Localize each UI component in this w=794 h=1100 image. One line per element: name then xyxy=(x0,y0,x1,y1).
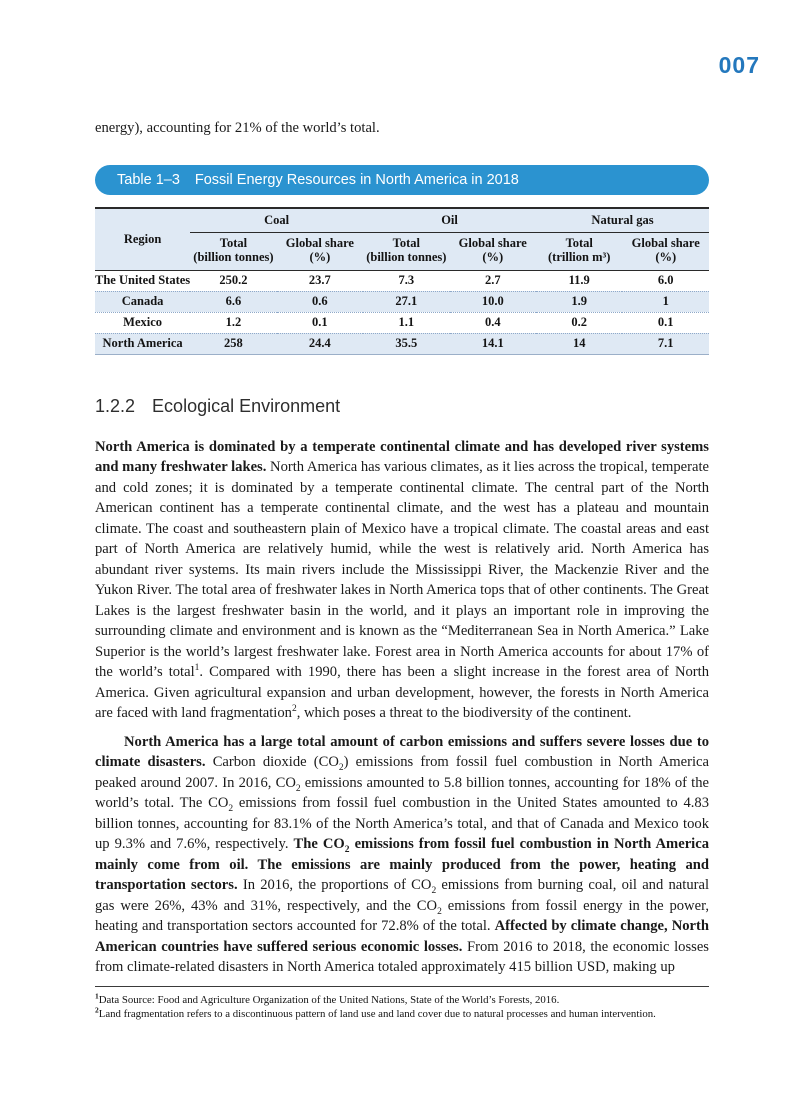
footnote-line xyxy=(95,1007,709,1022)
coal-group-header: Coal xyxy=(190,208,363,232)
value-cell: 1 xyxy=(662,294,669,308)
text-segment: emissions amounted to 5.8 billion tonnes, accounting for 18% of the world’s total. The CO xyxy=(95,774,709,811)
value-cell: 7.1 xyxy=(657,336,674,350)
value-cell: 0.2 xyxy=(571,315,588,329)
value-cell: 35.5 xyxy=(395,336,418,350)
table-body xyxy=(95,270,709,354)
text-segment: 2 xyxy=(431,885,437,896)
value-cell: 24.4 xyxy=(308,336,331,350)
natural-gas-group-header: Natural gas xyxy=(536,208,709,232)
value-cell: 1.9 xyxy=(571,294,588,308)
region-header-cell: Region xyxy=(95,208,190,270)
text-segment: North America has a large total amount of carbon emissions and suffers severe losses due to climate disasters. xyxy=(95,733,709,770)
text-segment: The CO xyxy=(293,836,345,852)
region-cell: Mexico xyxy=(123,315,163,329)
subheader-cell: Global share (%) xyxy=(622,232,709,270)
footnote-divider xyxy=(95,986,709,987)
table-row xyxy=(95,333,709,354)
text-segment: . Compared with 1990, there has been a slight increase in the forest area of North America. Given agricultural expansion and urban development, however, the forests in North America are faced with land fragmentation xyxy=(95,664,709,721)
text-segment: emissions from fossil energy in the power, heating and transportation sectors accounted for 72.8% of the total. xyxy=(95,897,710,934)
footnote-reference: 1 xyxy=(194,663,200,674)
subheader-cell: Global share (%) xyxy=(450,232,536,270)
subheader-cell: Total (billion tonnes) xyxy=(363,232,449,270)
text-segment: 2 xyxy=(228,803,234,814)
value-cell: 10.0 xyxy=(481,294,504,308)
paragraph-emissions xyxy=(95,732,709,978)
text-segment: North America has various climates, as it lies across the tropical, temperate and cold zones; it is dominated by a temperate continental climate. The central part of the North American continent has a temperate continental climate, and the west has a plateau and mountain climate. The coast and southeastern plain of Mexico have a tropical climate. The coastal areas and east part of North America are relatively humid, while the west is relatively arid. North America has abundant river systems. Its main rivers include the Mississippi River, the Mackenzie River and the Yukon River. The total area of freshwater lakes in North America tops that of other continents. The Great Lakes is the largest freshwater basin in the world, and it plays an important role in improving the surrounding climate and environment and is known as the “Mediterranean Sea in North America.” Lake Superior is the world’s largest freshwater lake. Forest area in North America accounts for about 17% of the world’s total xyxy=(95,459,709,680)
region-cell: North America xyxy=(102,336,183,350)
text-segment: , which poses a threat to the biodiversity of the continent. xyxy=(296,705,632,721)
section-number: 1.2.2 xyxy=(95,395,136,416)
value-cell: 1.2 xyxy=(225,315,242,329)
text-segment: 2 xyxy=(295,783,301,794)
text-segment: From 2016 to 2018, the economic losses from climate-related disasters in North America totaled approximately 415 billion USD, making up xyxy=(95,938,709,975)
page-number: 007 xyxy=(718,52,760,78)
footnote-line xyxy=(95,990,709,1008)
text-segment: 2 xyxy=(437,906,442,917)
table-header xyxy=(95,208,709,270)
subheader-cell: Total (billion tonnes) xyxy=(190,232,276,270)
intro-text: energy), accounting for 21% of the world’s total. xyxy=(95,120,380,136)
footnote-marker: 1 xyxy=(95,990,99,1000)
footnote-text: Data Source: Food and Agriculture Organization of the United Nations, State of the World’s Forests, 2016. xyxy=(98,993,560,1006)
text-segment: North America is dominated by a temperate continental climate and has developed river systems and many freshwater lakes. xyxy=(95,438,709,475)
region-cell: Canada xyxy=(121,294,164,308)
text-segment: 2 xyxy=(344,844,350,855)
subheader-cell: Global share (%) xyxy=(277,232,363,270)
value-cell: 7.3 xyxy=(398,273,415,287)
section-title: Ecological Environment xyxy=(152,395,341,416)
value-cell: 250.2 xyxy=(219,273,248,287)
value-cell: 6.0 xyxy=(657,273,674,287)
footnote-reference: 2 xyxy=(291,704,297,715)
table-number-label: Table 1–3 xyxy=(117,172,180,188)
footnotes xyxy=(95,990,709,1022)
footnote-marker: 2 xyxy=(95,1005,99,1015)
table-row xyxy=(95,291,709,312)
value-cell: 0.1 xyxy=(312,315,328,329)
paragraph-ecology xyxy=(95,437,709,724)
footnote-text: Land fragmentation refers to a discontinuous pattern of land use and land cover due to natural processes and human intervention. xyxy=(98,1008,656,1020)
value-cell: 0.6 xyxy=(312,294,328,308)
table-title-text: Fossil Energy Resources in North America in 2018 xyxy=(194,172,519,188)
text-segment: 2 xyxy=(338,762,344,773)
table-title-bar xyxy=(95,165,709,195)
text-segment: In 2016, the proportions of CO xyxy=(242,877,432,893)
value-cell: 0.1 xyxy=(657,315,674,329)
region-cell: The United States xyxy=(95,273,191,287)
value-cell: 14 xyxy=(572,336,586,350)
value-cell: 2.7 xyxy=(484,273,501,287)
value-cell: 258 xyxy=(224,336,243,350)
oil-group-header: Oil xyxy=(363,208,536,232)
subheader-cell: Total (trillion m³) xyxy=(536,232,622,270)
value-cell: 27.1 xyxy=(395,294,418,308)
value-cell: 14.1 xyxy=(481,336,504,350)
value-cell: 1.1 xyxy=(398,315,415,329)
text-segment: emissions from fossil fuel combustion in North America mainly come from oil. The emissions are mainly produced from the power, heating and transportation sectors. xyxy=(95,836,709,893)
value-cell: 0.4 xyxy=(484,315,501,329)
text-segment: Carbon dioxide (CO xyxy=(212,754,339,770)
text-segment: emissions from fossil fuel combustion in the United States amounted to 4.83 billion tonnes, accounting for 83.1% of the North America’s total, and that of Canada and Mexico took up 9.3% and 7.6%, respectively. xyxy=(95,795,709,852)
value-cell: 23.7 xyxy=(308,273,331,287)
value-cell: 6.6 xyxy=(225,294,242,308)
text-segment: Affected by climate change, North American countries have suffered serious economic losses. xyxy=(95,918,709,955)
table-group-row xyxy=(95,208,709,232)
section-heading xyxy=(95,396,709,417)
table-row xyxy=(95,312,709,333)
text-segment: emissions from burning coal, oil and natural gas were 26%, 43% and 31%, respectively, and the CO xyxy=(95,877,710,914)
text-segment: ) emissions from fossil fuel combustion in North America peaked around 2007. In 2016, CO xyxy=(95,754,709,791)
value-cell: 11.9 xyxy=(568,273,590,287)
table-row xyxy=(95,270,709,291)
fossil-energy-table xyxy=(95,207,709,355)
